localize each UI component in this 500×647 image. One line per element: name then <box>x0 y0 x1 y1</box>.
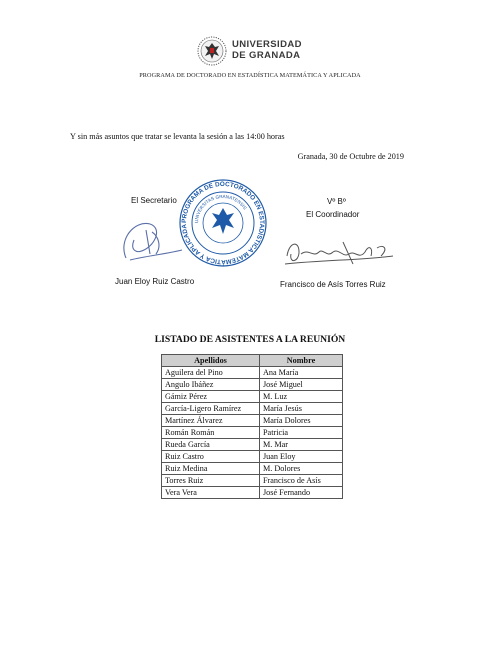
coordinator-name: Francisco de Asís Torres Ruiz <box>280 280 386 289</box>
name-cell: Juan Eloy <box>260 451 343 463</box>
table-row <box>162 415 343 427</box>
surname-cell: Román Román <box>162 427 260 439</box>
table-row <box>162 487 343 499</box>
surname-cell: Gámiz Pérez <box>162 391 260 403</box>
name-cell: M. Luz <box>260 391 343 403</box>
surname-cell: Aguilera del Pino <box>162 367 260 379</box>
surname-cell: Ruiz Castro <box>162 451 260 463</box>
official-seal-icon <box>178 178 268 268</box>
surname-cell: Torres Ruiz <box>162 475 260 487</box>
header-nombre: Nombre <box>260 355 343 367</box>
name-cell: José Miguel <box>260 379 343 391</box>
secretary-title: El Secretario <box>131 196 177 205</box>
name-cell: Patricia <box>260 427 343 439</box>
header-apellidos: Apellidos <box>162 355 260 367</box>
table-row <box>162 403 343 415</box>
coordinator-title: El Coordinador <box>306 210 360 219</box>
seal-outer-text: PROGRAMA DE DOCTORADO EN ESTADÍSTICA MATEMÁTICA Y APLICADA <box>180 180 266 266</box>
surname-cell: García-Ligero Ramírez <box>162 403 260 415</box>
university-crest-icon <box>197 36 227 66</box>
program-title: PROGRAMA DE DOCTORADO EN ESTADÍSTICA MATEMÁTICA Y APLICADA <box>139 72 361 79</box>
university-name <box>232 39 302 61</box>
table-row <box>162 427 343 439</box>
name-cell: José Fernando <box>260 487 343 499</box>
table-row <box>162 379 343 391</box>
name-cell: Francisco de Asís <box>260 475 343 487</box>
name-cell: Ana María <box>260 367 343 379</box>
name-cell: M. Mar <box>260 439 343 451</box>
surname-cell: Vera Vera <box>162 487 260 499</box>
surname-cell: Angulo Ibáñez <box>162 379 260 391</box>
table-row <box>162 463 343 475</box>
table-row <box>162 451 343 463</box>
coordinator-signature <box>283 234 395 272</box>
university-name-line1: UNIVERSIDAD <box>232 39 302 50</box>
secretary-signature <box>116 210 186 270</box>
name-cell: María Jesús <box>260 403 343 415</box>
seal-inner-text: UNIVERSITAS GRANATENSIS <box>193 193 248 224</box>
name-cell: María Dolores <box>260 415 343 427</box>
university-name-line2: DE GRANADA <box>232 50 301 61</box>
table-row <box>162 439 343 451</box>
table-header-row <box>162 355 343 367</box>
surname-cell: Ruiz Medina <box>162 463 260 475</box>
secretary-name: Juan Eloy Ruiz Castro <box>115 277 195 286</box>
table-row <box>162 367 343 379</box>
vobo-label: Vº Bº <box>327 197 346 206</box>
surname-cell: Rueda García <box>162 439 260 451</box>
surname-cell: Martínez Álvarez <box>162 415 260 427</box>
name-cell: M. Dolores <box>260 463 343 475</box>
attendees-title: LISTADO DE ASISTENTES A LA REUNIÓN <box>154 334 346 345</box>
document-date: Granada, 30 de Octubre de 2019 <box>297 152 404 161</box>
attendees-table <box>161 354 343 499</box>
closing-statement: Y sin más asuntos que tratar se levanta la sesión a las 14:00 horas <box>70 132 285 141</box>
table-row <box>162 475 343 487</box>
table-row <box>162 391 343 403</box>
